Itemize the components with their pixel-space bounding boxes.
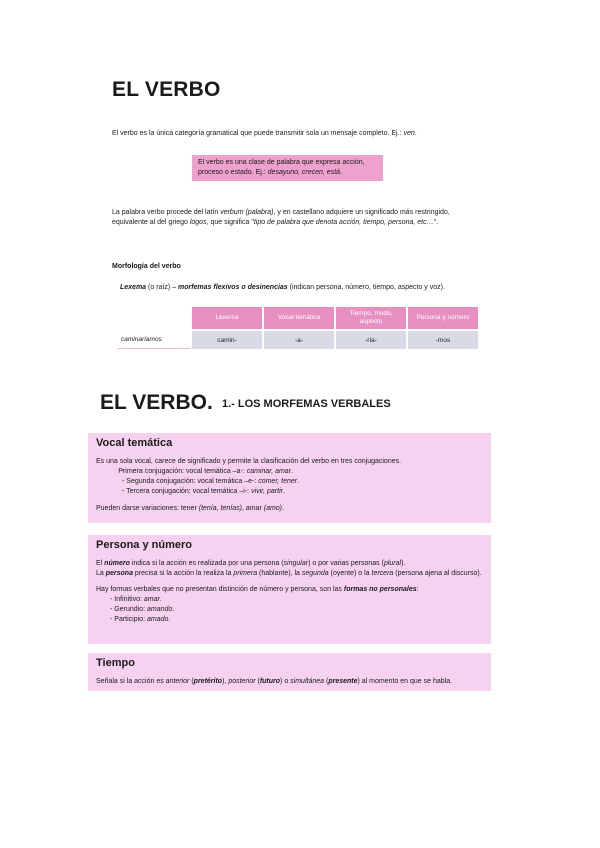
tiempo-text: Señala si la acción es anterior (pretérito), posterior (futuro) o simultánea (presente) al momento en que se habla. bbox=[96, 678, 453, 685]
conjugation-list bbox=[96, 467, 483, 497]
non-personal-forms-list bbox=[96, 595, 483, 625]
variations-text: Pueden darse variaciones: tener (tenía, tenías), amar (amo). bbox=[96, 505, 284, 512]
no-personales-text: Hay formas verbales que no presentan distinción de número y persona, son las formas no personales: bbox=[96, 586, 419, 593]
table-row bbox=[118, 331, 478, 349]
table-header: Persona y número bbox=[408, 307, 478, 329]
etymology-paragraph: La palabra verbo procede del latín verbum (palabra), y en castellano adquiere un significado más restringido, equivalente al del griego logos, que significa "tipo de palabra que denota acción, tiempo, persona, etc…". bbox=[112, 209, 450, 226]
table-cell: -mos bbox=[408, 331, 478, 349]
list-item: - Primera conjugación: vocal temática –a-: caminar, amar. bbox=[122, 467, 483, 477]
tiempo-box bbox=[88, 653, 491, 691]
vocal-tematica-box bbox=[88, 433, 491, 523]
persona-numero-heading: Persona y número bbox=[96, 539, 192, 551]
morphology-table bbox=[116, 305, 480, 351]
list-item: - Infinitivo: amar. bbox=[110, 595, 483, 605]
persona-numero-box bbox=[88, 535, 491, 644]
table-cell: -ría- bbox=[336, 331, 406, 349]
page-title: EL VERBO bbox=[112, 78, 221, 101]
list-item: - Gerundio: amando. bbox=[110, 605, 483, 615]
table-row-label: caminaríamos bbox=[118, 331, 190, 349]
table-header-row bbox=[118, 307, 478, 329]
intro-paragraph: El verbo es la única categoría gramatical que puede transmitir sola un mensaje completo. Ej.: ven. bbox=[112, 130, 417, 137]
list-item: - Segunda conjugación: vocal temática –e-: comer, tener. bbox=[122, 477, 483, 487]
list-item: - Participio: amado. bbox=[110, 615, 483, 625]
section-title: EL VERBO. bbox=[100, 391, 213, 414]
numero-text: El número indica si la acción es realizada por una persona (singular) o por varias personas (plural). bbox=[96, 560, 406, 567]
table-cell: camin- bbox=[192, 331, 262, 349]
table-header: Vocal temática bbox=[264, 307, 334, 329]
morphology-title: Morfología del verbo bbox=[112, 263, 181, 270]
table-cell: -a- bbox=[264, 331, 334, 349]
definition-box: El verbo es una clase de palabra que expresa acción, proceso o estado. Ej.: desayuno, crecen, está. bbox=[192, 155, 383, 181]
vocal-tematica-heading: Vocal temática bbox=[96, 437, 173, 449]
table-header: Tiempo, modo, aspecto bbox=[336, 307, 406, 329]
tiempo-heading: Tiempo bbox=[96, 657, 135, 669]
vocal-tematica-text: Es una sola vocal, carece de significado y permite la clasificación del verbo en tres conjugaciones. bbox=[96, 458, 402, 465]
list-item: - Tercera conjugación: vocal temática –i-: vivir, partir. bbox=[122, 487, 483, 497]
table-header: Lexema bbox=[192, 307, 262, 329]
morphology-line: Lexema (o raíz) – morfemas flexivos o desinencias (indican persona, número, tiempo, aspecto y voz). bbox=[120, 284, 445, 291]
section-subtitle: 1.- LOS MORFEMAS VERBALES bbox=[222, 398, 391, 410]
persona-text: La persona precisa si la acción la realiza la primera (hablante), la segunda (oyente) o la tercera (persona ajena al discurso). bbox=[96, 570, 482, 577]
